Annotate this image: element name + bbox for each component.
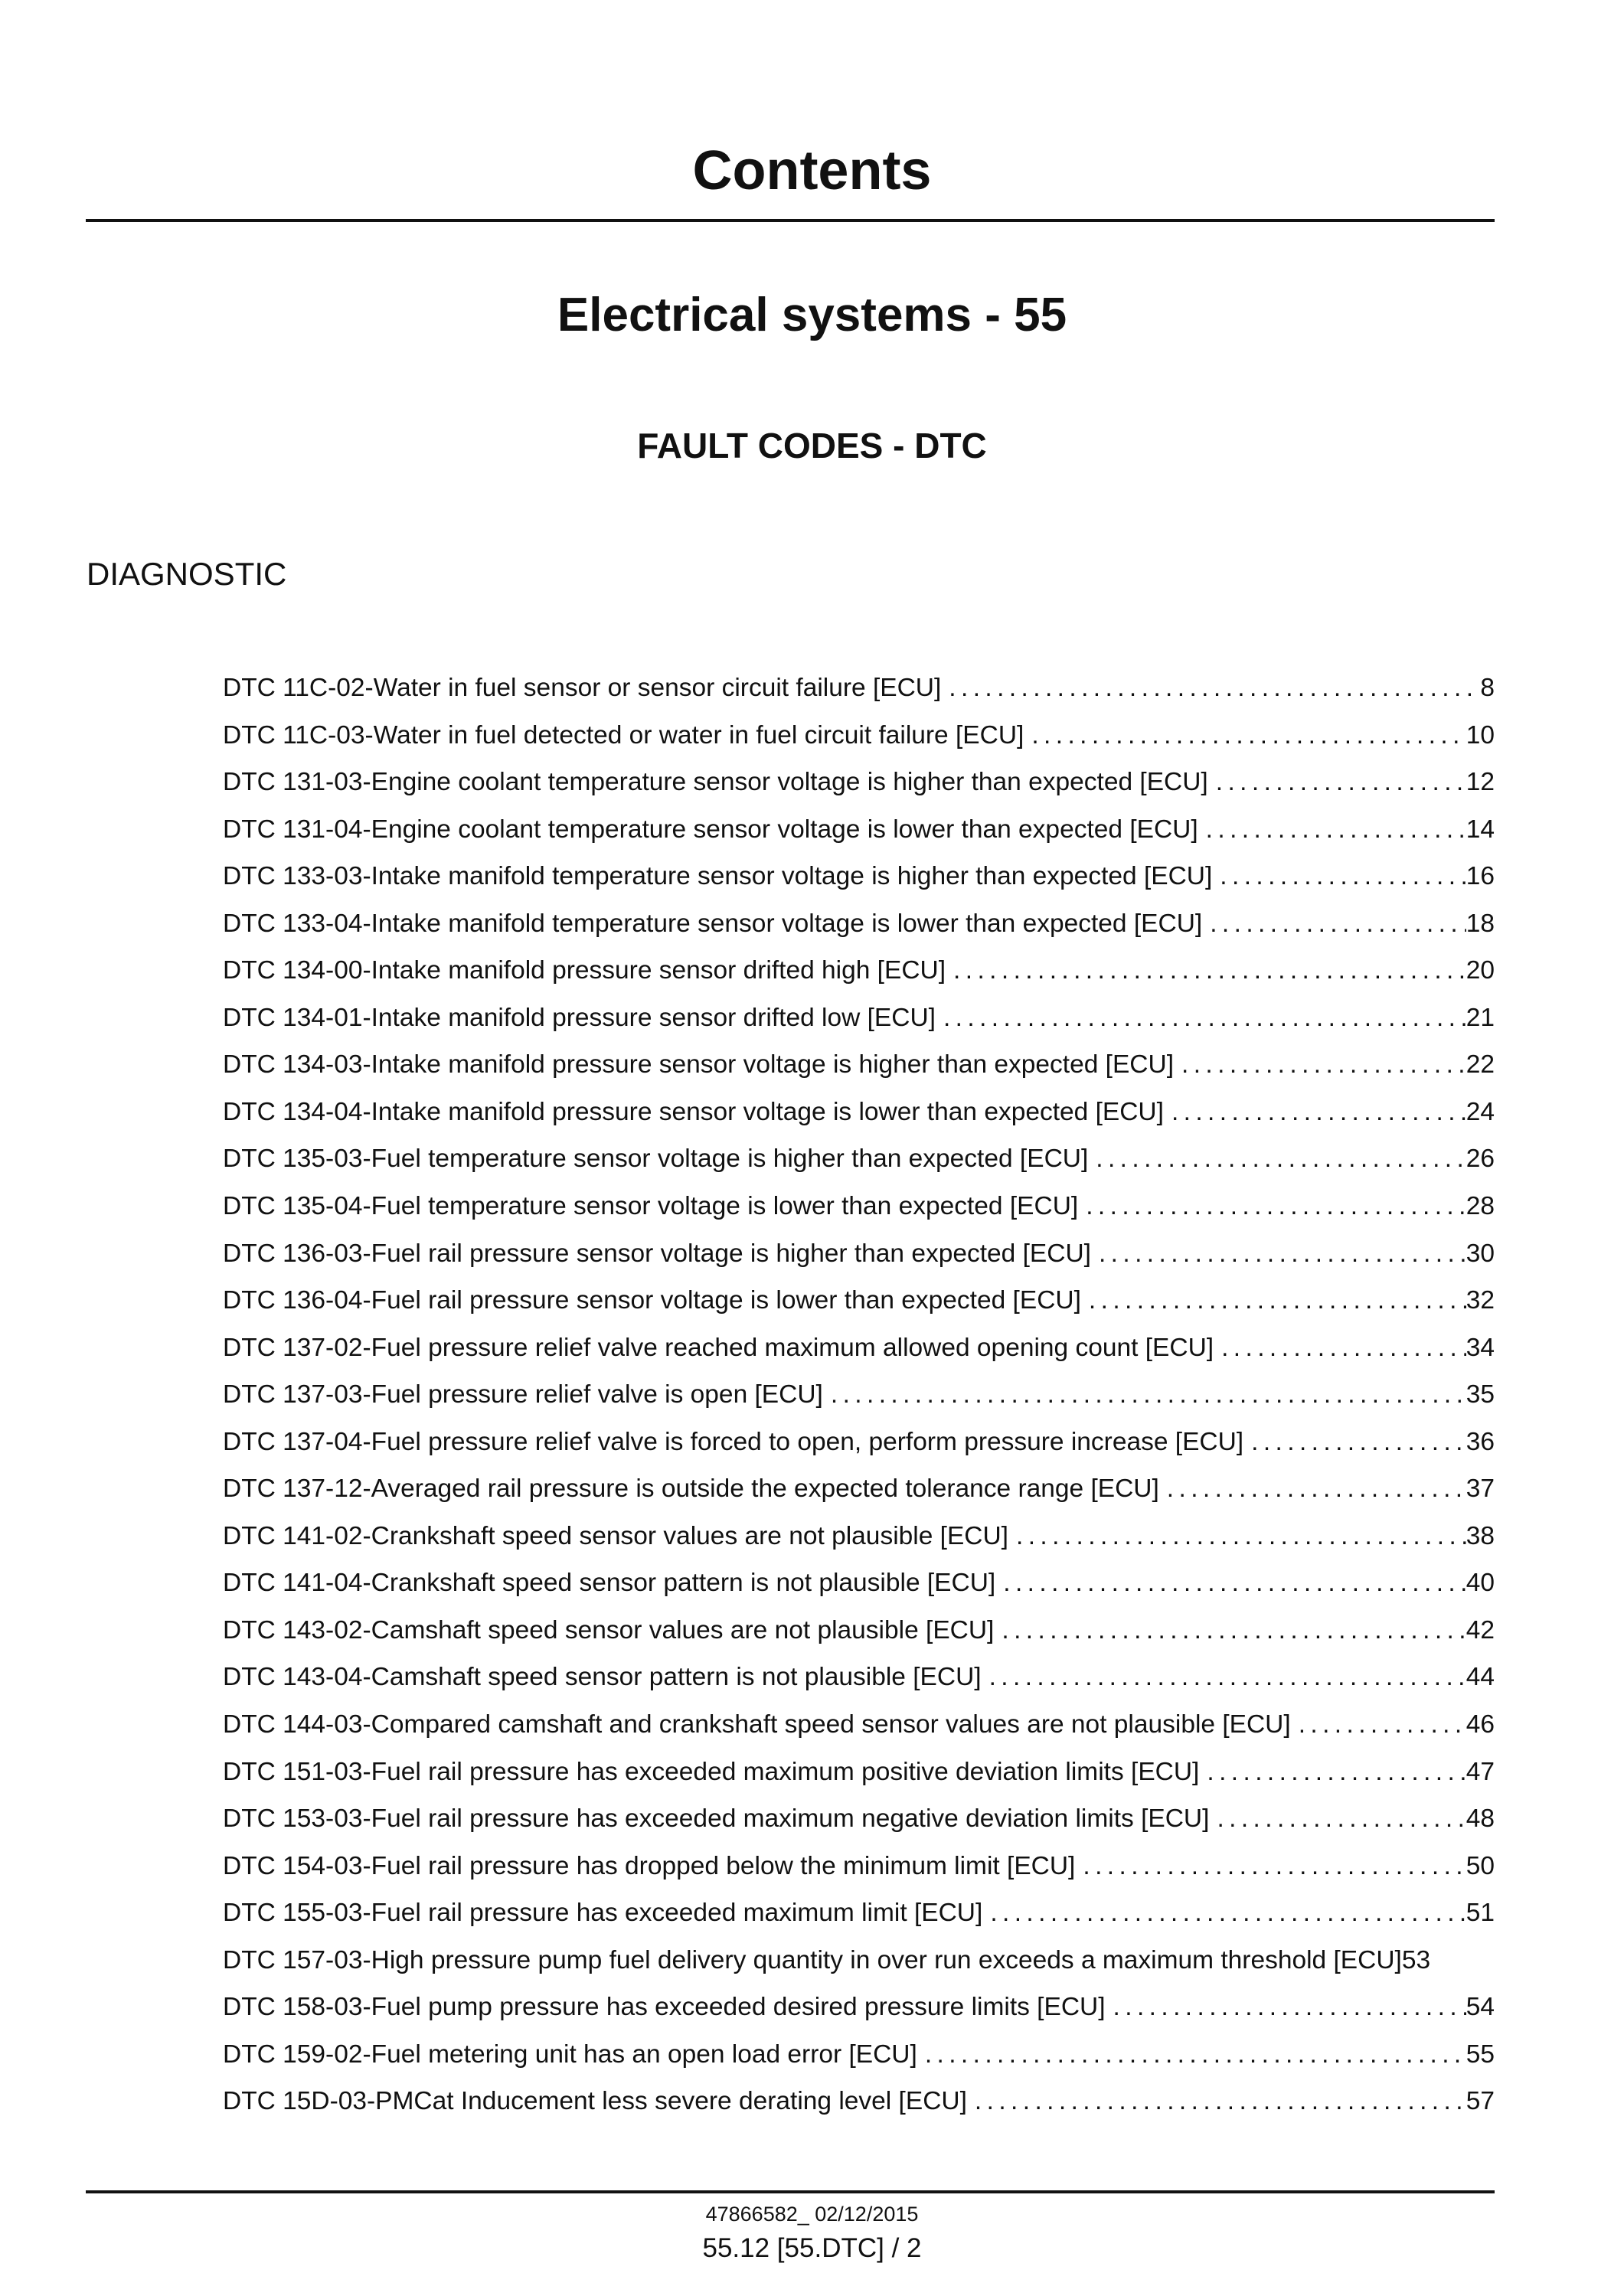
toc-entry-title[interactable]: DTC 131-04-Engine coolant temperature sensor voltage is lower than expected [ECU] <box>223 815 1198 844</box>
dot-leader <box>1081 1277 1466 1324</box>
toc-entry-title[interactable]: DTC 135-03-Fuel temperature sensor voltage is higher than expected [ECU] <box>223 1145 1089 1174</box>
toc-entry[interactable] <box>223 759 1495 806</box>
toc-entry[interactable] <box>223 2031 1495 2079</box>
toc-entry-page[interactable]: 46 <box>1466 1710 1495 1739</box>
toc-entry-page[interactable]: 47 <box>1466 1757 1495 1786</box>
toc-entry-page[interactable]: 32 <box>1466 1286 1495 1315</box>
toc-entry-page[interactable]: 24 <box>1466 1097 1495 1126</box>
toc-entry[interactable] <box>223 1371 1495 1419</box>
document-id: 47866582_ 02/12/2015 <box>705 2203 919 2226</box>
toc-entry-page[interactable]: 20 <box>1466 956 1495 985</box>
toc-entry-title[interactable]: DTC 134-00-Intake manifold pressure sensor drifted high [ECU] <box>223 956 946 985</box>
toc-entry[interactable] <box>223 1607 1495 1654</box>
toc-entry-title[interactable]: DTC 15D-03-PMCat Inducement less severe derating level [ECU] <box>223 2087 967 2116</box>
dot-leader <box>936 994 1466 1042</box>
toc-entry[interactable] <box>223 900 1495 948</box>
toc-entry-title[interactable]: DTC 137-02-Fuel pressure relief valve reached maximum allowed opening count [ECU] <box>223 1333 1214 1362</box>
toc-entry-title[interactable]: DTC 157-03-High pressure pump fuel delivery quantity in over run exceeds a maximum threshold [ECU] <box>223 1945 1402 1974</box>
toc-entry-title[interactable]: DTC 151-03-Fuel rail pressure has exceeded maximum positive deviation limits [ECU] <box>223 1757 1200 1786</box>
page-title: Contents <box>692 140 932 201</box>
dot-leader <box>1164 1089 1466 1136</box>
dot-leader <box>967 2078 1466 2125</box>
dot-leader <box>1212 853 1466 900</box>
toc-entry-page[interactable]: 40 <box>1466 1569 1495 1598</box>
toc-entry-page[interactable]: 22 <box>1466 1050 1495 1079</box>
section-title: Electrical systems - 55 <box>557 289 1067 341</box>
toc-entry[interactable] <box>223 806 1495 854</box>
dot-leader <box>1174 1041 1466 1089</box>
toc-entry[interactable] <box>223 1889 1495 1937</box>
toc-entry-title[interactable]: DTC 134-03-Intake manifold pressure sensor voltage is higher than expected [ECU] <box>223 1050 1175 1079</box>
toc-list <box>223 665 1495 2125</box>
toc-entry[interactable] <box>223 1135 1495 1183</box>
toc-entry-page[interactable]: 37 <box>1466 1475 1495 1504</box>
toc-entry[interactable] <box>223 994 1495 1042</box>
dot-leader <box>1198 806 1466 854</box>
toc-entry[interactable] <box>223 1277 1495 1324</box>
toc-entry-page[interactable]: 35 <box>1466 1380 1495 1409</box>
toc-entry-page[interactable]: 14 <box>1466 815 1495 844</box>
toc-entry[interactable] <box>223 853 1495 900</box>
toc-entry[interactable] <box>223 1937 1495 1984</box>
toc-entry-title[interactable]: DTC 131-03-Engine coolant temperature sensor voltage is higher than expected [ECU] <box>223 768 1208 797</box>
toc-entry-title[interactable]: DTC 143-04-Camshaft speed sensor pattern is not plausible [ECU] <box>223 1663 982 1692</box>
toc-entry[interactable] <box>223 1749 1495 1796</box>
dot-leader <box>1202 900 1466 948</box>
toc-entry-page[interactable]: 55 <box>1466 2040 1495 2069</box>
dot-leader <box>946 947 1466 994</box>
toc-entry-title[interactable]: DTC 143-02-Camshaft speed sensor values are not plausible [ECU] <box>223 1615 995 1644</box>
toc-entry-page[interactable]: 10 <box>1466 720 1495 750</box>
toc-entry[interactable] <box>223 1701 1495 1749</box>
toc-entry[interactable] <box>223 2078 1495 2125</box>
toc-entry-page[interactable]: 16 <box>1466 862 1495 891</box>
page-reference: 55.12 [55.DTC] / 2 <box>702 2233 922 2263</box>
dot-leader <box>1078 1183 1466 1230</box>
footer-divider <box>86 2190 1495 2193</box>
toc-entry[interactable] <box>223 1041 1495 1089</box>
toc-entry-title[interactable]: DTC 134-04-Intake manifold pressure sensor voltage is lower than expected [ECU] <box>223 1097 1164 1126</box>
toc-entry[interactable] <box>223 1183 1495 1230</box>
toc-entry-page[interactable]: 44 <box>1466 1663 1495 1692</box>
toc-entry-page[interactable]: 12 <box>1466 768 1495 797</box>
toc-entry-title[interactable]: DTC 11C-03-Water in fuel detected or water in fuel circuit failure [ECU] <box>223 720 1024 750</box>
dot-leader <box>1088 1135 1466 1183</box>
dot-leader <box>994 1607 1466 1654</box>
dot-leader <box>1214 1324 1466 1372</box>
toc-entry-page[interactable]: 34 <box>1466 1333 1495 1362</box>
toc-entry-title[interactable]: DTC 136-03-Fuel rail pressure sensor voltage is higher than expected [ECU] <box>223 1239 1091 1268</box>
dot-leader <box>1291 1701 1466 1749</box>
toc-entry-title[interactable]: DTC 137-12-Averaged rail pressure is outside the expected tolerance range [ECU] <box>223 1475 1159 1504</box>
toc-entry[interactable] <box>223 1465 1495 1513</box>
toc-entry-title[interactable]: DTC 137-04-Fuel pressure relief valve is forced to open, perform pressure increase [ECU] <box>223 1427 1244 1456</box>
toc-entry[interactable] <box>223 1230 1495 1278</box>
toc-entry-title[interactable]: DTC 136-04-Fuel rail pressure sensor voltage is lower than expected [ECU] <box>223 1286 1081 1315</box>
dot-leader <box>982 1889 1466 1937</box>
toc-entry-page[interactable]: 28 <box>1466 1192 1495 1221</box>
dot-leader <box>1243 1419 1466 1466</box>
toc-entry[interactable] <box>223 1795 1495 1843</box>
toc-entry-title[interactable]: DTC 137-03-Fuel pressure relief valve is open [ECU] <box>223 1380 823 1409</box>
toc-entry-page[interactable]: 38 <box>1466 1521 1495 1550</box>
toc-entry[interactable] <box>223 712 1495 759</box>
toc-entry[interactable] <box>223 1654 1495 1701</box>
dot-leader <box>1008 1513 1466 1560</box>
toc-entry-title[interactable]: DTC 134-01-Intake manifold pressure sensor drifted low [ECU] <box>223 1003 936 1032</box>
toc-entry[interactable] <box>223 665 1495 712</box>
dot-leader <box>1159 1465 1466 1513</box>
dot-leader <box>1209 1795 1466 1843</box>
dot-leader <box>995 1560 1466 1607</box>
toc-entry[interactable] <box>223 1560 1495 1607</box>
toc-entry[interactable] <box>223 1089 1495 1136</box>
toc-entry-title[interactable]: DTC 133-04-Intake manifold temperature sensor voltage is lower than expected [ECU] <box>223 909 1203 938</box>
toc-entry-page[interactable]: 48 <box>1466 1804 1495 1834</box>
group-heading: DIAGNOSTIC <box>87 556 287 592</box>
toc-entry[interactable] <box>223 1984 1495 2031</box>
toc-entry[interactable] <box>223 1324 1495 1372</box>
toc-entry[interactable] <box>223 1419 1495 1466</box>
dot-leader <box>1024 712 1466 759</box>
dot-leader <box>823 1371 1466 1419</box>
toc-entry-page[interactable]: 18 <box>1466 909 1495 938</box>
toc-entry-title[interactable]: DTC 153-03-Fuel rail pressure has exceeded maximum negative deviation limits [ECU] <box>223 1804 1210 1834</box>
dot-leader <box>1199 1749 1466 1796</box>
toc-entry-page[interactable]: 30 <box>1466 1239 1495 1268</box>
toc-entry[interactable] <box>223 1843 1495 1890</box>
toc-entry-title[interactable]: DTC 154-03-Fuel rail pressure has dropped below the minimum limit [ECU] <box>223 1851 1076 1880</box>
toc-entry-page[interactable]: 42 <box>1466 1615 1495 1644</box>
toc-entry-title[interactable]: DTC 144-03-Compared camshaft and crankshaft speed sensor values are not plausible [ECU] <box>223 1710 1291 1739</box>
toc-entry-page[interactable]: 50 <box>1466 1851 1495 1880</box>
toc-entry-page[interactable]: 26 <box>1466 1145 1495 1174</box>
toc-entry[interactable] <box>223 1513 1495 1560</box>
dot-leader <box>1075 1843 1466 1890</box>
toc-entry-page[interactable]: 51 <box>1466 1899 1495 1928</box>
toc-entry[interactable] <box>223 947 1495 994</box>
dot-leader <box>917 2031 1466 2079</box>
toc-entry-title[interactable]: DTC 133-03-Intake manifold temperature sensor voltage is higher than expected [ECU] <box>223 862 1213 891</box>
toc-entry-title[interactable]: DTC 158-03-Fuel pump pressure has exceeded desired pressure limits [ECU] <box>223 1993 1106 2022</box>
subsection-title: FAULT CODES - DTC <box>637 426 987 465</box>
toc-entry-page[interactable]: 36 <box>1466 1427 1495 1456</box>
toc-entry-title[interactable]: DTC 155-03-Fuel rail pressure has exceeded maximum limit [ECU] <box>223 1899 983 1928</box>
toc-entry-title[interactable]: DTC 141-02-Crankshaft speed sensor values are not plausible [ECU] <box>223 1521 1008 1550</box>
toc-entry-page[interactable]: 53 <box>1401 1945 1431 1974</box>
toc-entry-title[interactable]: DTC 159-02-Fuel metering unit has an open load error [ECU] <box>223 2040 917 2069</box>
toc-entry-page[interactable]: 54 <box>1466 1993 1495 2022</box>
dot-leader <box>1208 759 1466 806</box>
dot-leader <box>982 1654 1466 1701</box>
toc-entry-title[interactable]: DTC 141-04-Crankshaft speed sensor pattern is not plausible [ECU] <box>223 1569 996 1598</box>
toc-entry-title[interactable]: DTC 11C-02-Water in fuel sensor or sensor circuit failure [ECU] <box>223 674 942 702</box>
toc-entry-page[interactable]: 21 <box>1466 1003 1495 1032</box>
toc-entry-title[interactable]: DTC 135-04-Fuel temperature sensor voltage is lower than expected [ECU] <box>223 1192 1079 1221</box>
dot-leader <box>1091 1230 1466 1278</box>
toc-entry-page[interactable]: 57 <box>1466 2087 1495 2116</box>
dot-leader <box>1106 1984 1466 2031</box>
dot-leader <box>941 665 1480 712</box>
header-divider <box>86 219 1495 222</box>
toc-entry-page[interactable]: 8 <box>1480 674 1495 702</box>
